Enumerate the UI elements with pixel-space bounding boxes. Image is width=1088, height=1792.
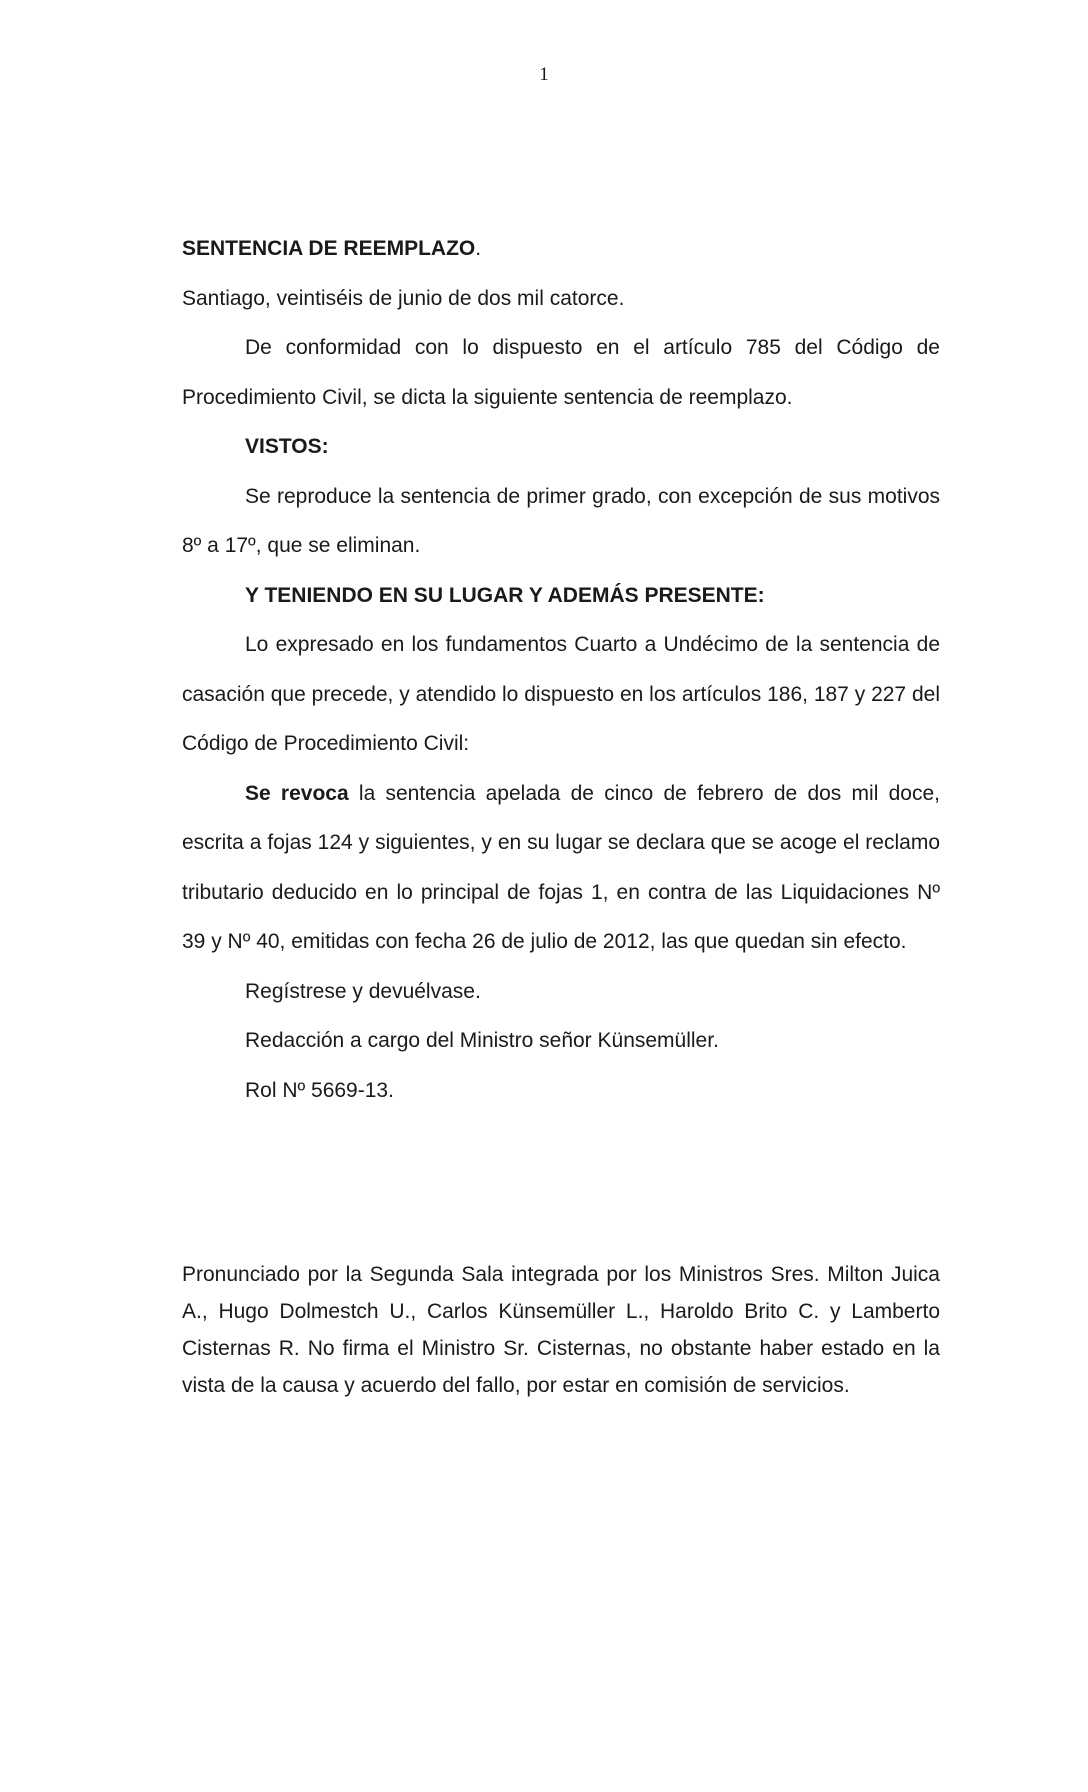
pronunciado-paragraph: Pronunciado por la Segunda Sala integrada por los Ministros Sres. Milton Juica A., Hugo Dolmestch U., Carlos Künsemüller L., Haroldo Brito C. y Lamberto Cisternas R. No firma el Ministro Sr. Cisternas, no obstante haber estado en la vista de la causa y acuerdo del fallo, por estar en comisión de servicios. [182,1263,940,1397]
document-body [182,224,940,1115]
rol-line: Rol Nº 5669-13. [245,1078,394,1102]
resolution-bold: Se revoca [245,781,349,805]
teniendo-heading [182,571,940,621]
heading-period: . [475,237,482,260]
fundamentos-paragraph: Lo expresado en los fundamentos Cuarto a Undécimo de la sentencia de casación que precede, y atendido lo dispuesto en los artículos 186, 187 y 227 del Código de Procedimiento Civil: [182,633,940,755]
vistos-heading [182,422,940,472]
vistos-heading-text: VISTOS: [245,435,329,458]
vistos-paragraph: Se reproduce la sentencia de primer grado, con excepción de sus motivos 8º a 17º, que se eliminan. [182,484,940,557]
page-number: 1 [539,64,549,85]
resolution-rest: la sentencia apelada de cinco de febrero de dos mil doce, escrita a fojas 124 y siguientes, y en su lugar se declara que se acoge el reclamo tributario deducido en lo principal de fojas 1, en contra de las Liquidaciones Nº 39 y Nº 40, emitidas con fecha 26 de julio de 2012, las que quedan sin efecto. [182,781,940,953]
redaccion-line: Redacción a cargo del Ministro señor Künsemüller. [245,1029,719,1052]
resolution-paragraph [182,769,940,967]
registrese-line: Regístrese y devuélvase. [245,979,481,1003]
teniendo-heading-text: Y TENIENDO EN SU LUGAR Y ADEMÁS PRESENTE: [245,583,765,607]
intro-paragraph: De conformidad con lo dispuesto en el artículo 785 del Código de Procedimiento Civil, se dicta la siguiente sentencia de reemplazo. [182,336,940,409]
document-heading [182,224,940,274]
date-line: Santiago, veintiséis de junio de dos mil catorce. [182,286,625,310]
heading-text: SENTENCIA DE REEMPLAZO [182,237,476,260]
